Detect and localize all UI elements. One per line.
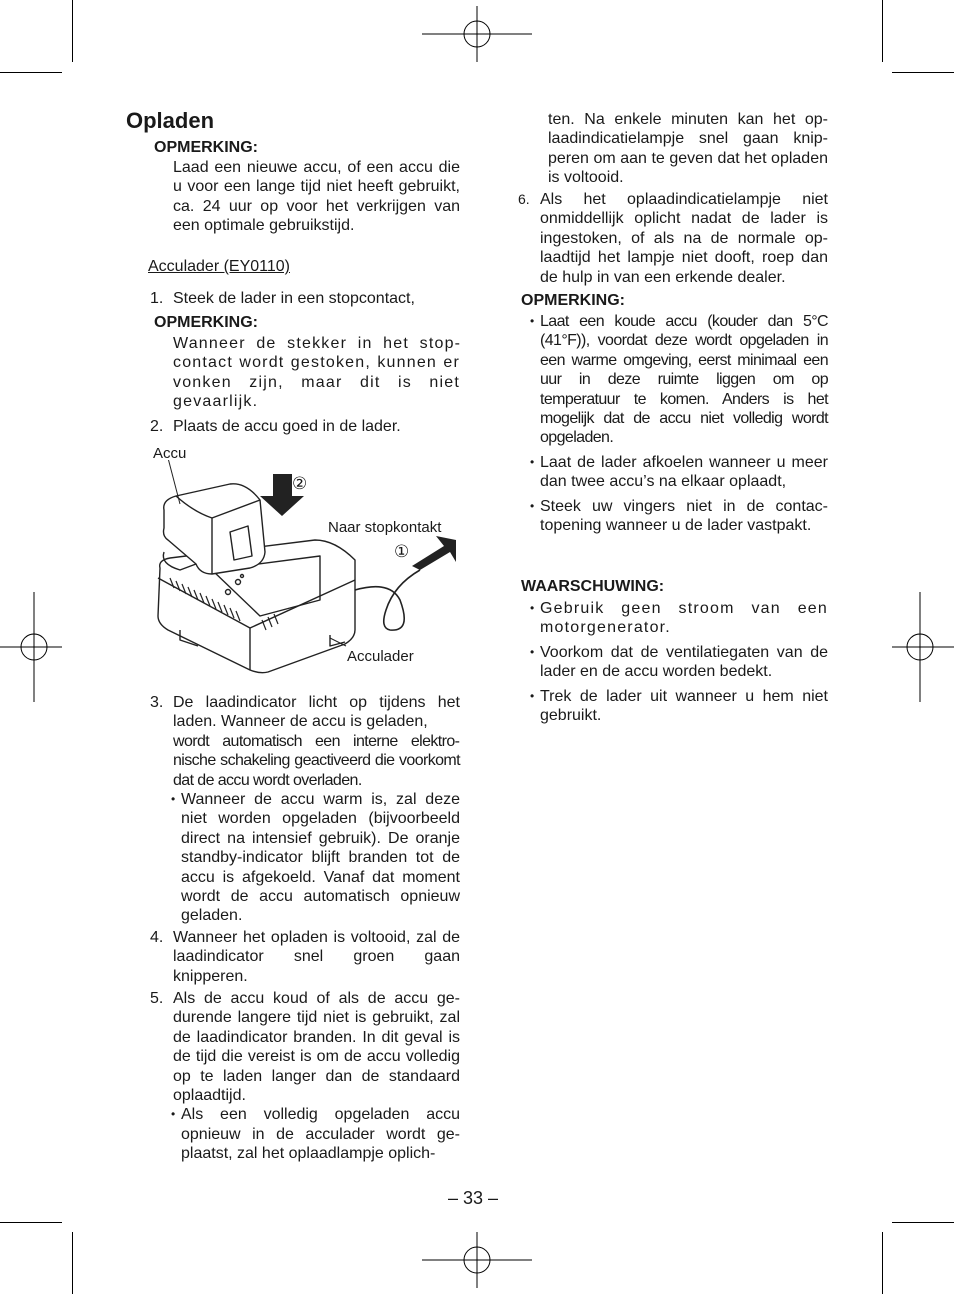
marker-2: ② (292, 474, 308, 493)
figure-label-accu: Accu (153, 445, 187, 462)
page-title: Opladen (126, 108, 215, 133)
page-number: – 33 – (448, 1188, 499, 1208)
bullet-item: • Gebruik geen stroom van een motorgenerator. (530, 599, 828, 638)
bullet-item: • Wanneer de accu warm is, zal deze niet worden opgeladen (bijvoorbeeld direct na intensief gebruik). De oranje standby-indicator blijft branden tot de accu is afgekoeld. Vanaf dat moment wordt de accu automatisch opnieuw geladen. (171, 790, 460, 926)
bullet-item: • Trek de lader uit wanneer u hem niet gebruikt. (530, 687, 828, 726)
section-subtitle: Acculader (EY0110) (148, 258, 290, 275)
list-item: 1. Steek de lader in een stopcontact, (150, 290, 415, 307)
list-item: 2. Plaats de accu goed in de lader. (150, 418, 401, 435)
bullet-item: • Steek uw vingers niet in de contactopening wanneer u de lader vastpakt. (530, 497, 828, 536)
marker-1: ① (394, 542, 410, 561)
bullet-item: • Laat een koude accu (kouder dan 5°C (41°F)), voordat deze wordt opgeladen in een warme omgeving, eerst minimaal een uur in deze ruimte liggen om op temperatuur te komen. Anders is het mogelijk dat de accu niet volledig wordt opgeladen. (530, 312, 828, 448)
figure-label-outlet: Naar stopkontakt (328, 519, 442, 536)
note-label: OPMERKING: (154, 314, 258, 331)
list-item: 5. Als de accu koud of als de accu gedurende langere tijd niet is gebruikt, zal de laadindicator branden. In dit geval is de tijd die vereist is om de accu volledig op te laden langer dan de standaard oplaadtijd. • Als een volledig opgeladen accu opnieuw in de acculader wordt geplaatst, zal het oplaadlampje oplich- (150, 989, 460, 1164)
bullet-item: • Laat de lader afkoelen wanneer u meer dan twee accu’s na elkaar oplaadt, (530, 453, 828, 492)
note-bullet-list (530, 312, 828, 535)
warning-label: WAARSCHUWING: (521, 578, 665, 595)
list-item: 4. Wanneer het opladen is voltooid, zal de laadindicator snel groen gaan knipperen. (150, 929, 460, 985)
bullet-item: • Als een volledig opgeladen accu opnieuw in de acculader wordt geplaatst, zal het oplaadlampje oplich- (171, 1105, 460, 1163)
warning-bullet-list (530, 599, 828, 725)
list-item: 3. De laadindicator licht op tijdens het laden. Wanneer de accu is geladen, wordt automatisch een interne elektronische schakeling geactiveerd die voorkomt dat de accu wordt overladen. • Wanneer de accu warm is, zal deze niet worden opgeladen (bijvoorbeeld direct na intensief gebruik). De oranje standby-indicator blijft branden tot de accu is afgekoeld. Vanaf dat moment wordt de accu automatisch opnieuw geladen. (150, 693, 460, 926)
note-label: OPMERKING: (154, 139, 258, 156)
note-label: OPMERKING: (521, 292, 625, 309)
note-text: Wanneer de stekker in het stopcontact wordt gestoken, kunnen er vonken zijn, maar dit is niet gevaarlijk. (173, 335, 460, 411)
list-item: 6. Als het oplaadindicatielampje niet onmiddellijk oplicht nadat de lader is ingestoken, of als na de normale oplaadtijd het lampje niet dooft, roep dan de hulp in van een erkende dealer. (518, 191, 828, 286)
continued-text: ten. Na enkele minuten kan het oplaadindicatielampje snel gaan knipperen om aan te geven dat het opladen is voltooid. (548, 111, 828, 187)
bullet-item: • Voorkom dat de ventilatiegaten van de lader en de accu worden bedekt. (530, 643, 828, 682)
note-text: Laad een nieuwe accu, of een accu die u voor een lange tijd niet heeft gebruikt, ca. 24 uur op voor het verkrijgen van een optimale gebruikstijd. (173, 159, 460, 235)
figure-label-charger: Acculader (347, 648, 414, 665)
charger-illustration (150, 460, 470, 690)
